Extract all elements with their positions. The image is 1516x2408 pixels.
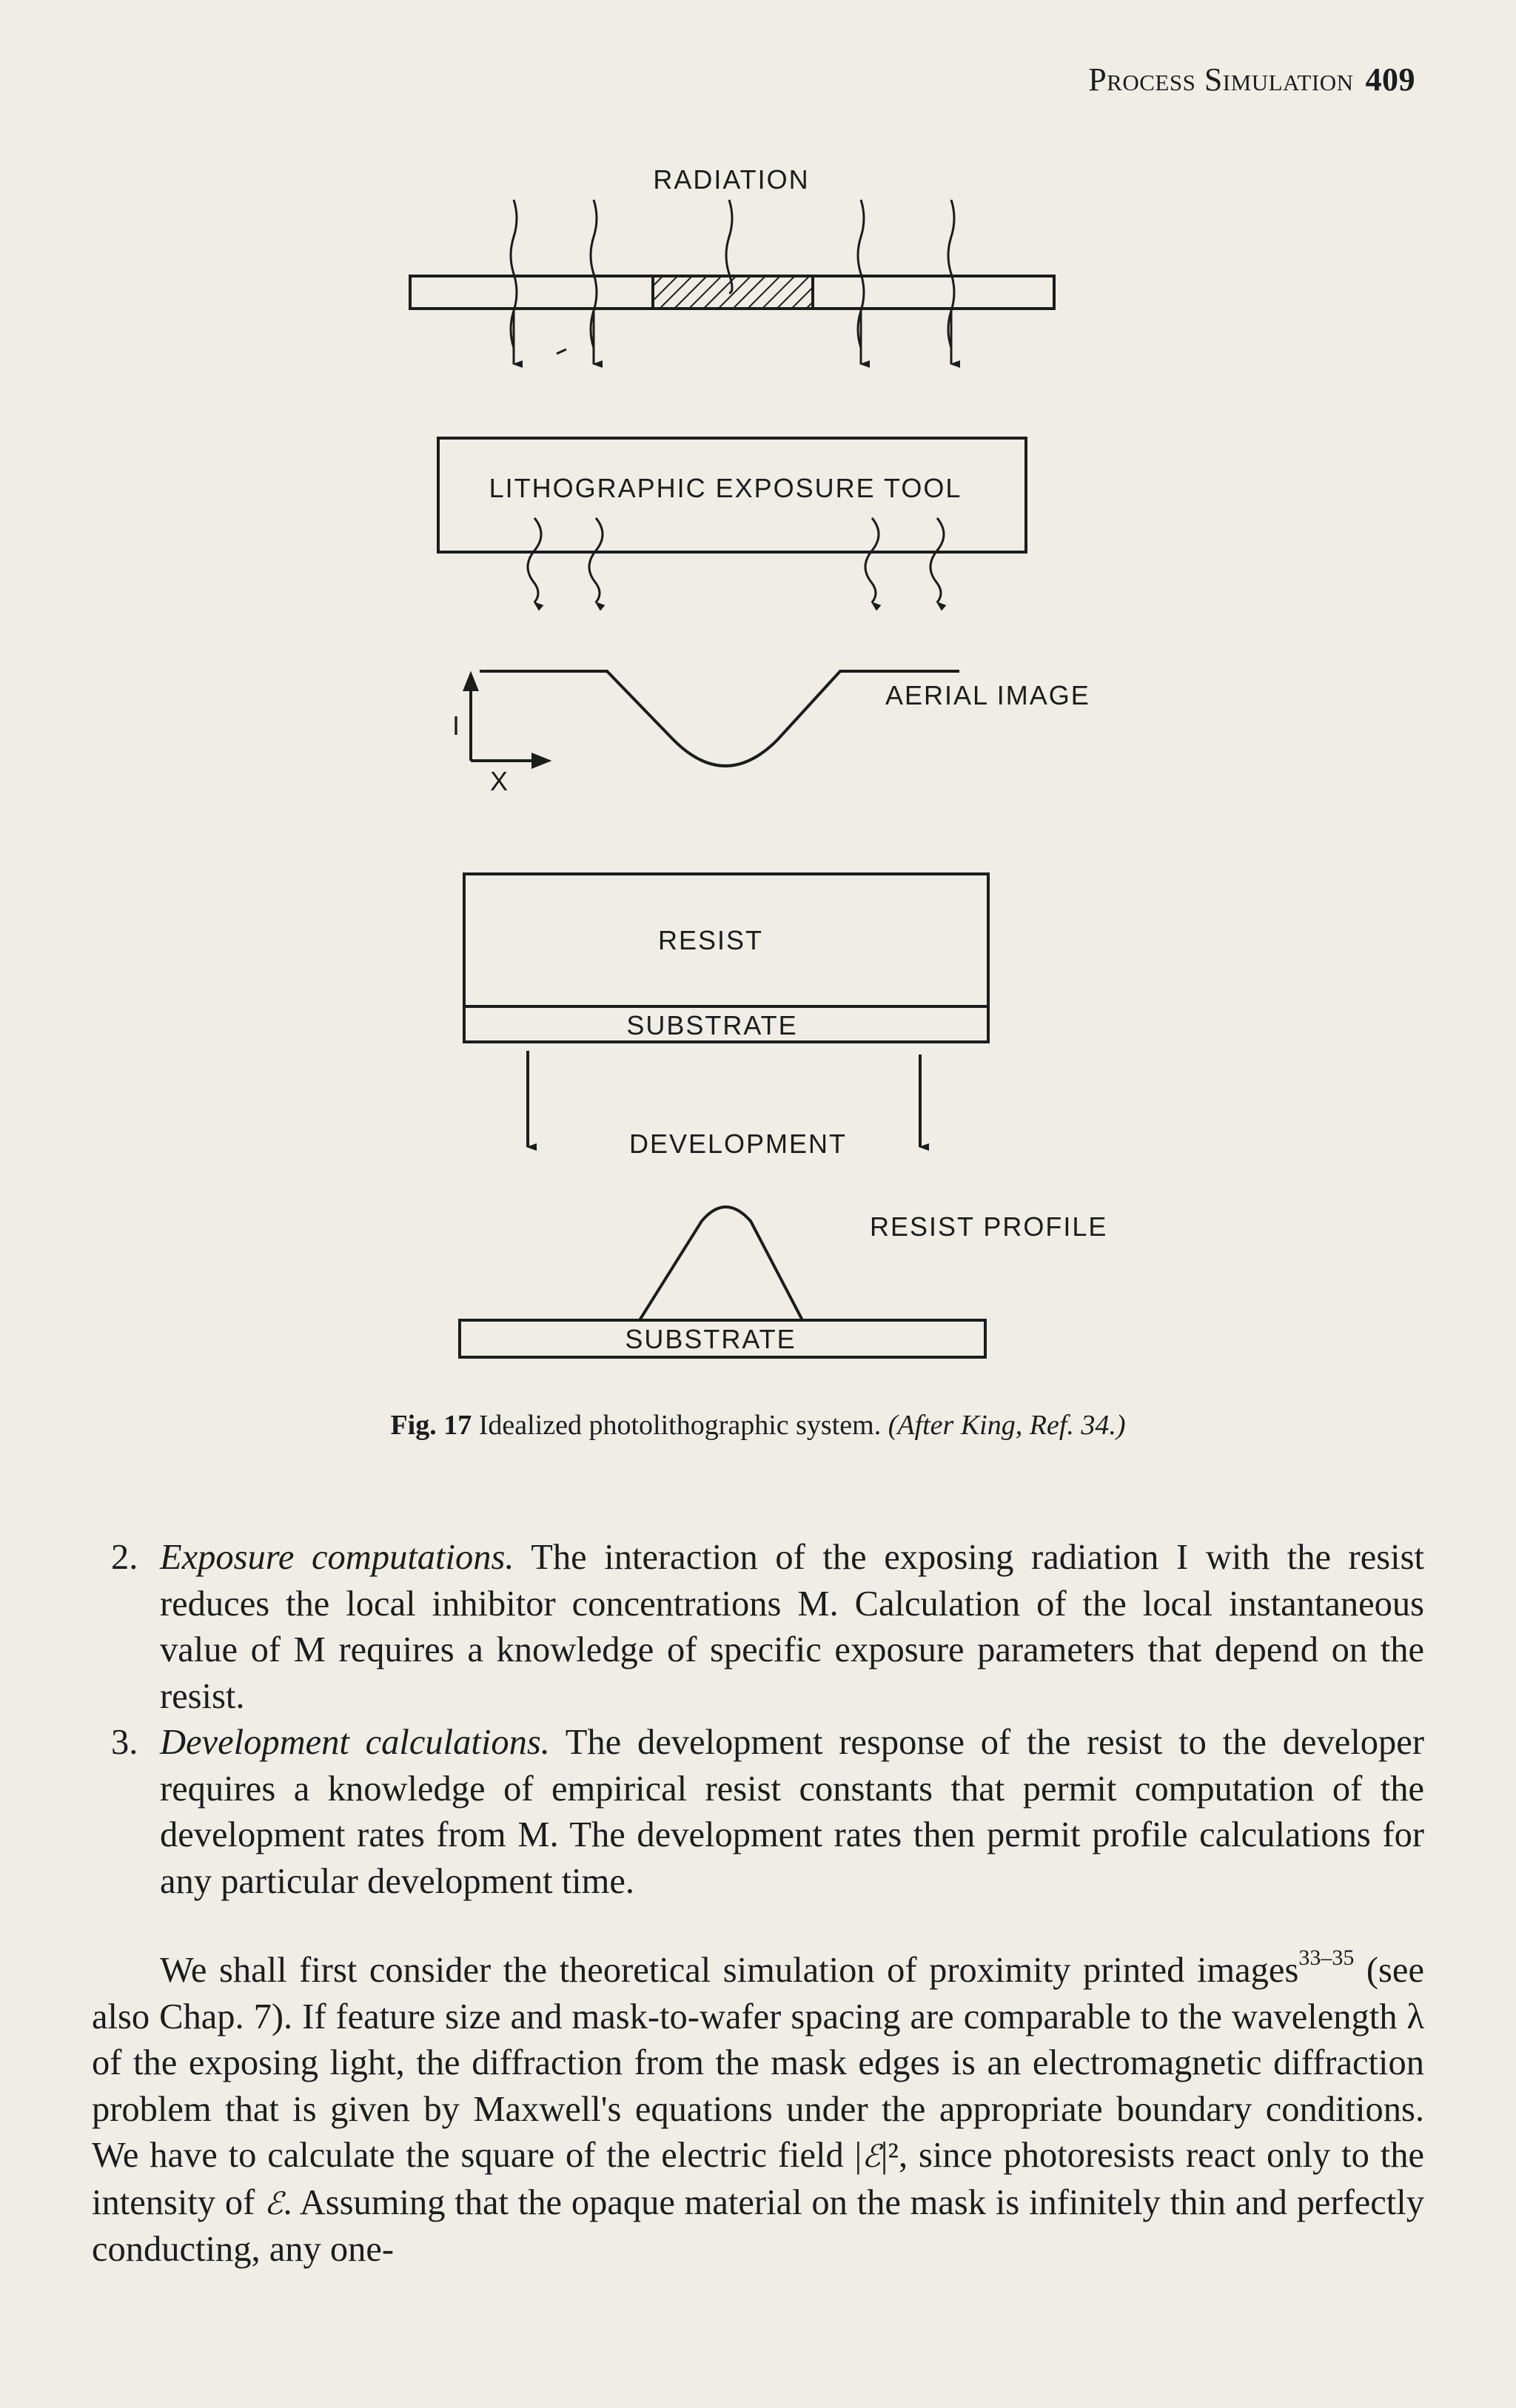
electric-field-symbol: ℰ	[862, 2138, 881, 2174]
tool-output-rays	[528, 518, 944, 602]
resist-profile-shape	[640, 1207, 802, 1320]
transmitted-arrows	[514, 309, 951, 364]
mask-left	[410, 276, 653, 309]
figure-number: Fig. 17	[390, 1410, 472, 1441]
radiation-rays	[511, 200, 954, 348]
reference-superscript: 33–35	[1298, 1945, 1355, 1970]
caption-text: Idealized photolithographic system.	[472, 1410, 888, 1441]
substrate-label-bottom: SUBSTRATE	[625, 1324, 796, 1354]
caption-source: (After King, Ref. 34.)	[888, 1410, 1126, 1441]
paragraph-text-3: |², since photoresists react only to the intensity of	[92, 2136, 1424, 2222]
axis-i-label: I	[452, 710, 462, 741]
running-head-title: Process Simulation	[1088, 61, 1354, 98]
list-item-text: The development response of the resist to the developer requires a knowledge of empirical resist constants that permit computation of the development rates from M. The development rates then permit profile calculations for any particular development time.	[160, 1723, 1424, 1901]
page-number: 409	[1365, 61, 1415, 98]
paragraph-text-1: We shall first consider the theoretical simulation of proximity printed images	[160, 1951, 1299, 1990]
paragraph-text-4: . Assuming that the opaque material on the mask is infinitely thin and perfectly conducting, any one-	[92, 2182, 1424, 2269]
electric-field-symbol: ℰ	[264, 2185, 284, 2222]
resist-label: RESIST	[657, 925, 764, 955]
list-item-term: Development calculations.	[160, 1723, 550, 1762]
body-paragraph	[92, 1945, 1424, 2273]
resist-profile-label: RESIST PROFILE	[870, 1211, 1108, 1242]
aerial-image-axes	[465, 675, 548, 767]
list-item-term: Exposure computations.	[160, 1538, 514, 1577]
list-item-number: 2.	[111, 1538, 138, 1577]
mask-opaque-region	[653, 276, 813, 309]
paragraph-text-2: (see also Chap. 7). If feature size and mask-to-wafer spacing are comparable to the wavelength λ of the exposing light, the diffraction from the mask edges is an electromagnetic diffraction problem that is given by Maxwell's equations under the appropriate boundary conditions. We have to calculate the square of the electric field |	[92, 1951, 1424, 2175]
development-label: DEVELOPMENT	[628, 1129, 848, 1159]
list-item-number: 3.	[111, 1723, 138, 1762]
substrate-label-top: SUBSTRATE	[626, 1010, 798, 1040]
list-item-text: The interaction of the exposing radiation I with the resist reduces the local inhibitor concentrations M. Calculation of the local instantaneous value of M requires a knowledge of specific exposure parameters that depend on the resist.	[160, 1538, 1424, 1716]
radiation-label: RADIATION	[653, 164, 810, 195]
mask-right	[813, 276, 1054, 309]
exposure-tool-label: LITHOGRAPHIC EXPOSURE TOOL	[489, 473, 962, 503]
numbered-list	[92, 1535, 1424, 1905]
axis-x-label: X	[489, 766, 510, 796]
aerial-image-label: AERIAL IMAGE	[885, 680, 1090, 710]
list-item	[92, 1535, 1424, 1720]
list-item	[92, 1720, 1424, 1905]
figure-caption	[0, 1409, 1516, 1442]
